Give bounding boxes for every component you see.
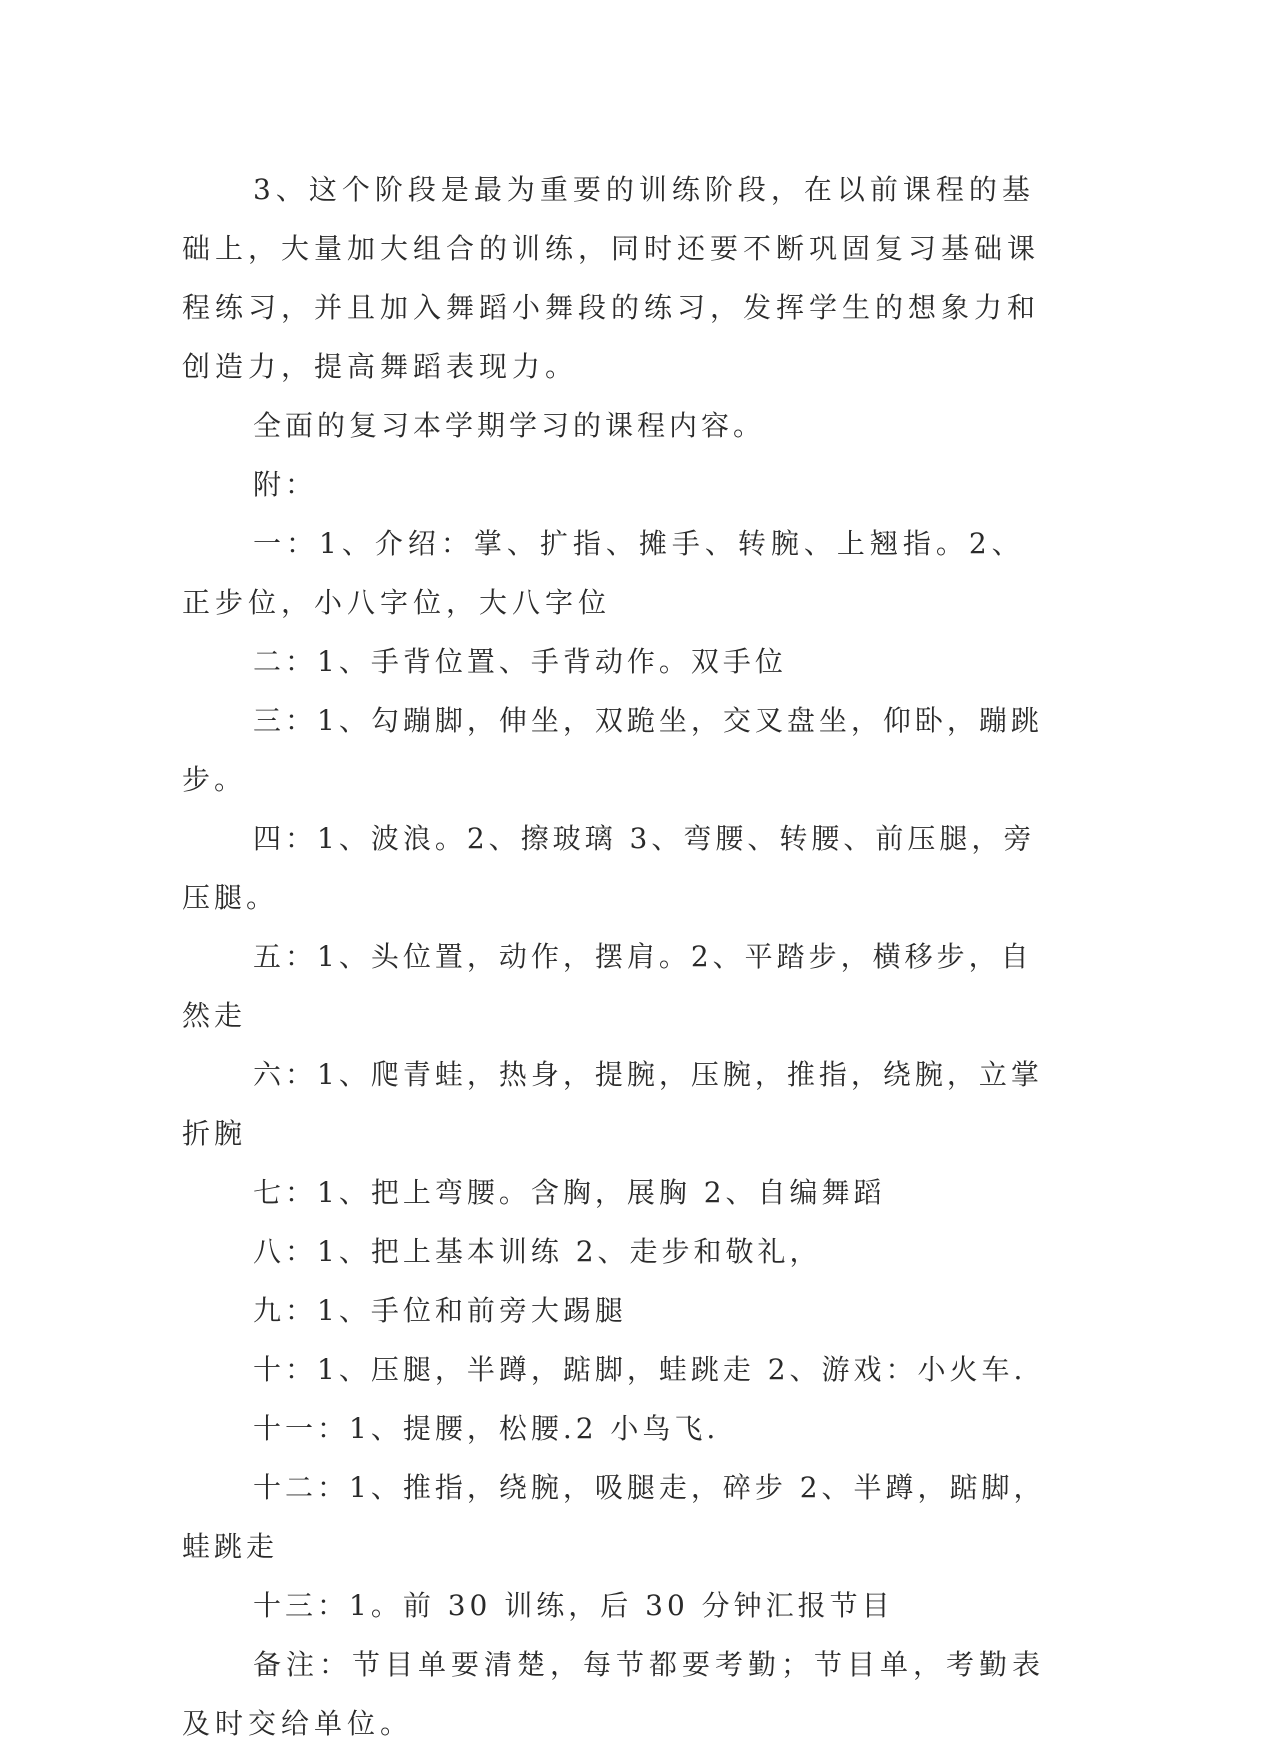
lesson-item-2: 二：1、手背位置、手背动作。双手位	[253, 645, 787, 678]
lesson-item-6: 六：1、爬青蛙，热身，提腕，压腕，推指，绕腕，立掌折腕	[182, 1058, 1043, 1150]
lesson-item-5: 五：1、头位置，动作，摆肩。2、平踏步，横移步，自然走	[182, 940, 1033, 1032]
lesson-item-9: 九：1、手位和前旁大踢腿	[253, 1294, 627, 1327]
lesson-item-3: 三：1、勾蹦脚，伸坐，双跪坐，交叉盘坐，仰卧，蹦跳步。	[182, 704, 1043, 796]
paragraph-review: 全面的复习本学期学习的课程内容。	[253, 409, 766, 442]
document-body	[182, 160, 1047, 1753]
paragraph-stage-3: 3、这个阶段是最为重要的训练阶段，在以前课程的基础上，大量加大组合的训练，同时还要不断巩固复习基础课程练习，并且加入舞蹈小舞段的练习，发挥学生的想象力和创造力，提高舞蹈表现力。	[182, 173, 1041, 383]
lesson-item-8: 八：1、把上基本训练 2、走步和敬礼，	[253, 1235, 822, 1268]
lesson-item-12: 十二：1、推指，绕腕，吸腿走，碎步 2、半蹲，踮脚，蛙跳走	[182, 1471, 1046, 1563]
lesson-item-13: 十三：1。前 30 训练，后 30 分钟汇报节目	[253, 1589, 894, 1622]
lesson-item-1: 一：1、介绍：掌、扩指、摊手、转腕、上翘指。2、正步位，小八字位，大八字位	[182, 527, 1025, 619]
lesson-item-11: 十一：1、提腰，松腰.2 小鸟飞.	[253, 1412, 720, 1445]
paragraph-appendix-label: 附：	[253, 468, 318, 501]
lesson-item-10: 十：1、压腿，半蹲，踮脚，蛙跳走 2、游戏：小火车.	[253, 1353, 1027, 1386]
lesson-item-7: 七：1、把上弯腰。含胸，展胸 2、自编舞蹈	[253, 1176, 886, 1209]
lesson-item-4: 四：1、波浪。2、擦玻璃 3、弯腰、转腰、前压腿，旁压腿。	[182, 822, 1036, 914]
paragraph-remarks: 备注：节目单要清楚，每节都要考勤；节目单，考勤表及时交给单位。	[182, 1648, 1046, 1740]
